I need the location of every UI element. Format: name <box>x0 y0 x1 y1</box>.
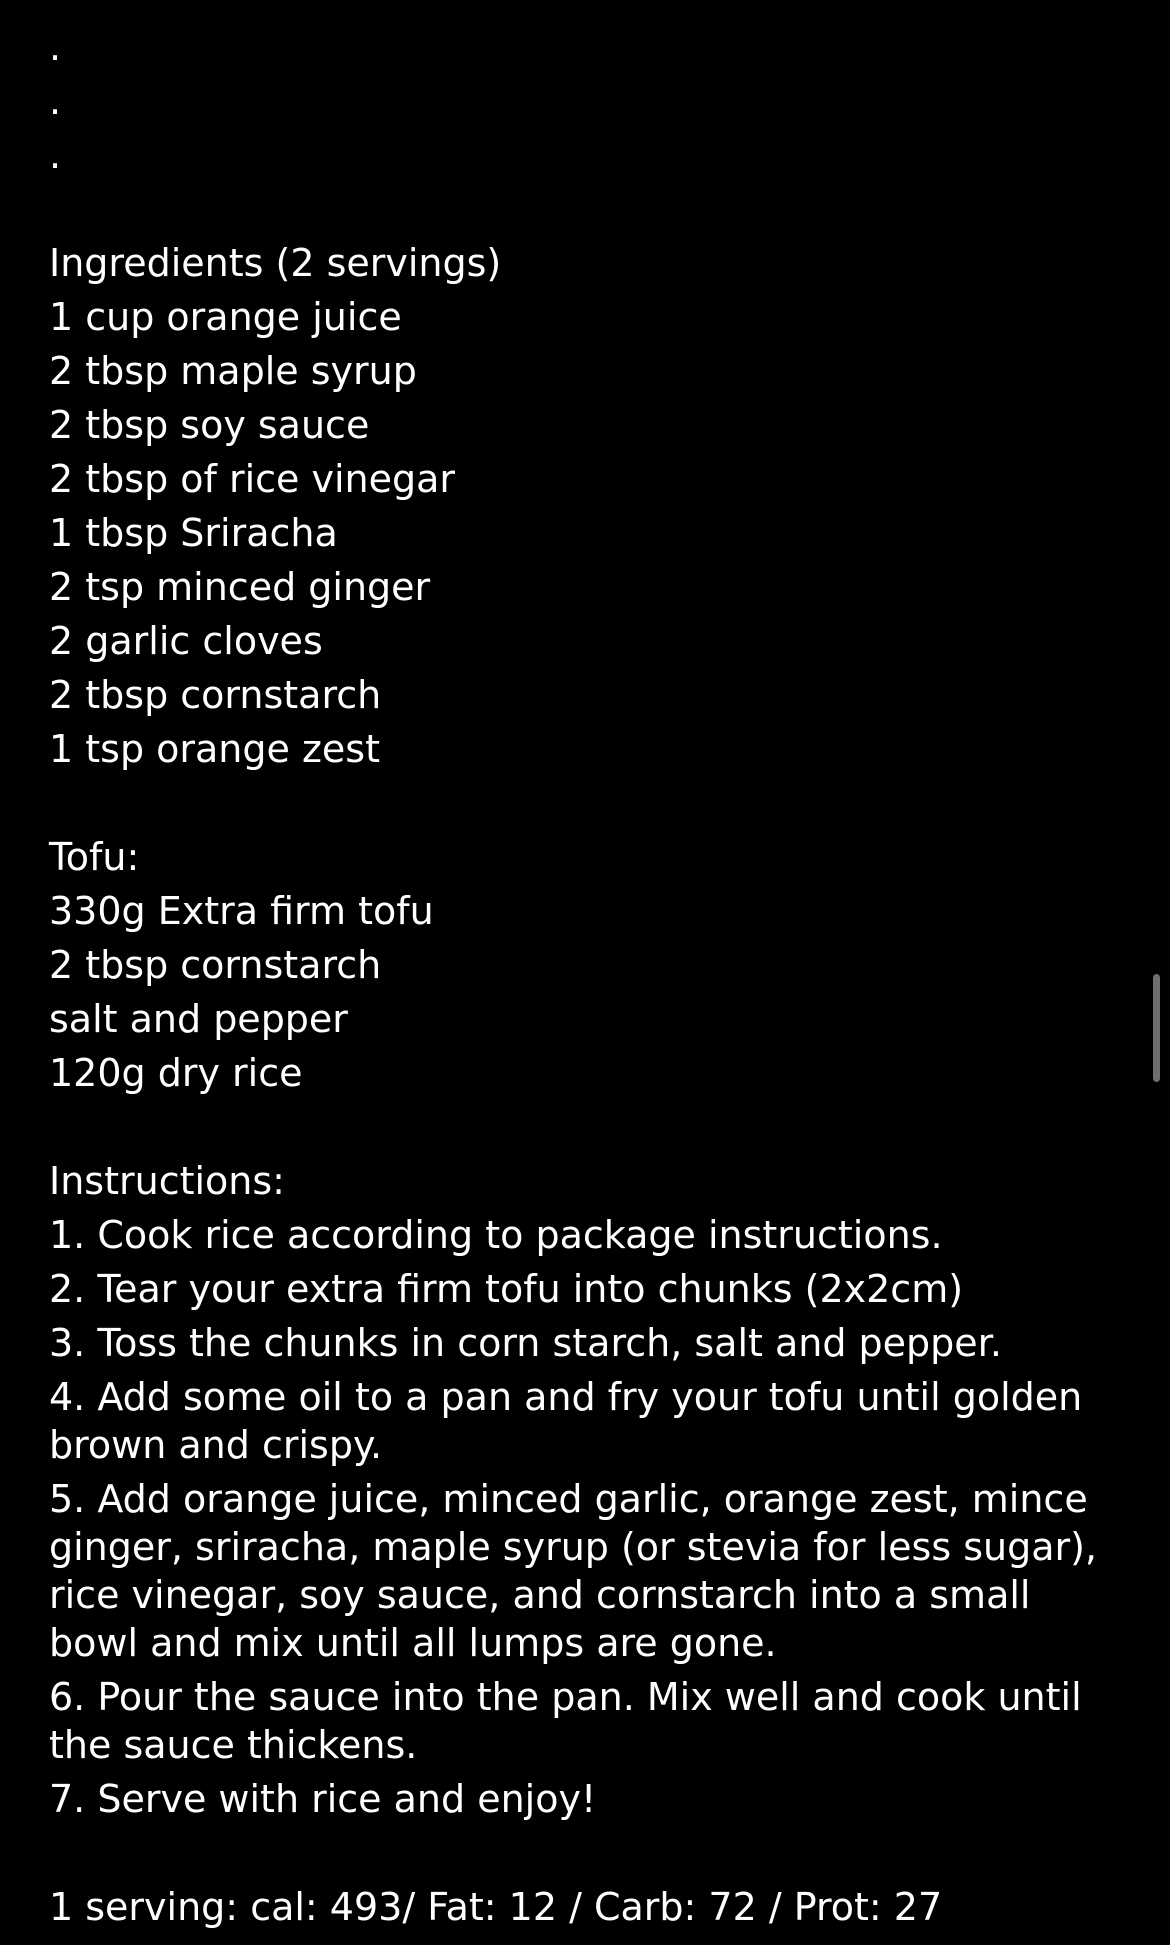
instruction-step: 2. Tear your extra firm tofu into chunks (2x2cm) <box>49 1267 964 1311</box>
blank-line <box>49 1100 1109 1154</box>
dot-line: . <box>49 133 62 177</box>
ingredient-item: 2 tbsp maple syrup <box>49 349 417 393</box>
tofu-item: salt and pepper <box>49 997 348 1041</box>
dot-line: . <box>49 25 62 69</box>
note-body[interactable] <box>49 20 1109 1934</box>
nutrition-summary: 1 serving: cal: 493/ Fat: 12 / Carb: 72 / Prot: 27 <box>49 1885 943 1929</box>
instruction-step: 3. Toss the chunks in corn starch, salt and pepper. <box>49 1321 1002 1365</box>
blank-line <box>49 776 1109 830</box>
ingredient-item: 2 tbsp cornstarch <box>49 673 382 717</box>
instruction-step: 1. Cook rice according to package instructions. <box>49 1213 943 1257</box>
ingredient-item: 2 tsp minced ginger <box>49 565 431 609</box>
blank-line <box>49 182 1109 236</box>
ingredient-item: 2 tbsp soy sauce <box>49 403 370 447</box>
ingredients-heading: Ingredients (2 servings) <box>49 241 502 285</box>
instruction-step: 4. Add some oil to a pan and fry your tofu until golden brown and crispy. <box>49 1375 1083 1467</box>
tofu-item: 330g Extra firm tofu <box>49 889 434 933</box>
ingredient-item: 2 garlic cloves <box>49 619 323 663</box>
ingredient-item: 2 tbsp of rice vinegar <box>49 457 456 501</box>
ingredient-item: 1 tsp orange zest <box>49 727 380 771</box>
tofu-item: 2 tbsp cornstarch <box>49 943 382 987</box>
dot-line: . <box>49 79 62 123</box>
instruction-step: 6. Pour the sauce into the pan. Mix well and cook until the sauce thickens. <box>49 1675 1082 1767</box>
ingredient-item: 1 tbsp Sriracha <box>49 511 338 555</box>
blank-line <box>49 1826 1109 1880</box>
scroll-indicator[interactable] <box>1153 974 1160 1082</box>
instructions-heading: Instructions: <box>49 1159 285 1203</box>
instruction-step: 5. Add orange juice, minced garlic, orange zest, mince ginger, sriracha, maple syrup (or stevia for less sugar), rice vinegar, soy sauce, and cornstarch into a small bowl and mix until all lumps are gone. <box>49 1477 1098 1665</box>
tofu-heading: Tofu: <box>49 835 140 879</box>
ingredient-item: 1 cup orange juice <box>49 295 402 339</box>
tofu-item: 120g dry rice <box>49 1051 303 1095</box>
instruction-step: 7. Serve with rice and enjoy! <box>49 1777 597 1821</box>
